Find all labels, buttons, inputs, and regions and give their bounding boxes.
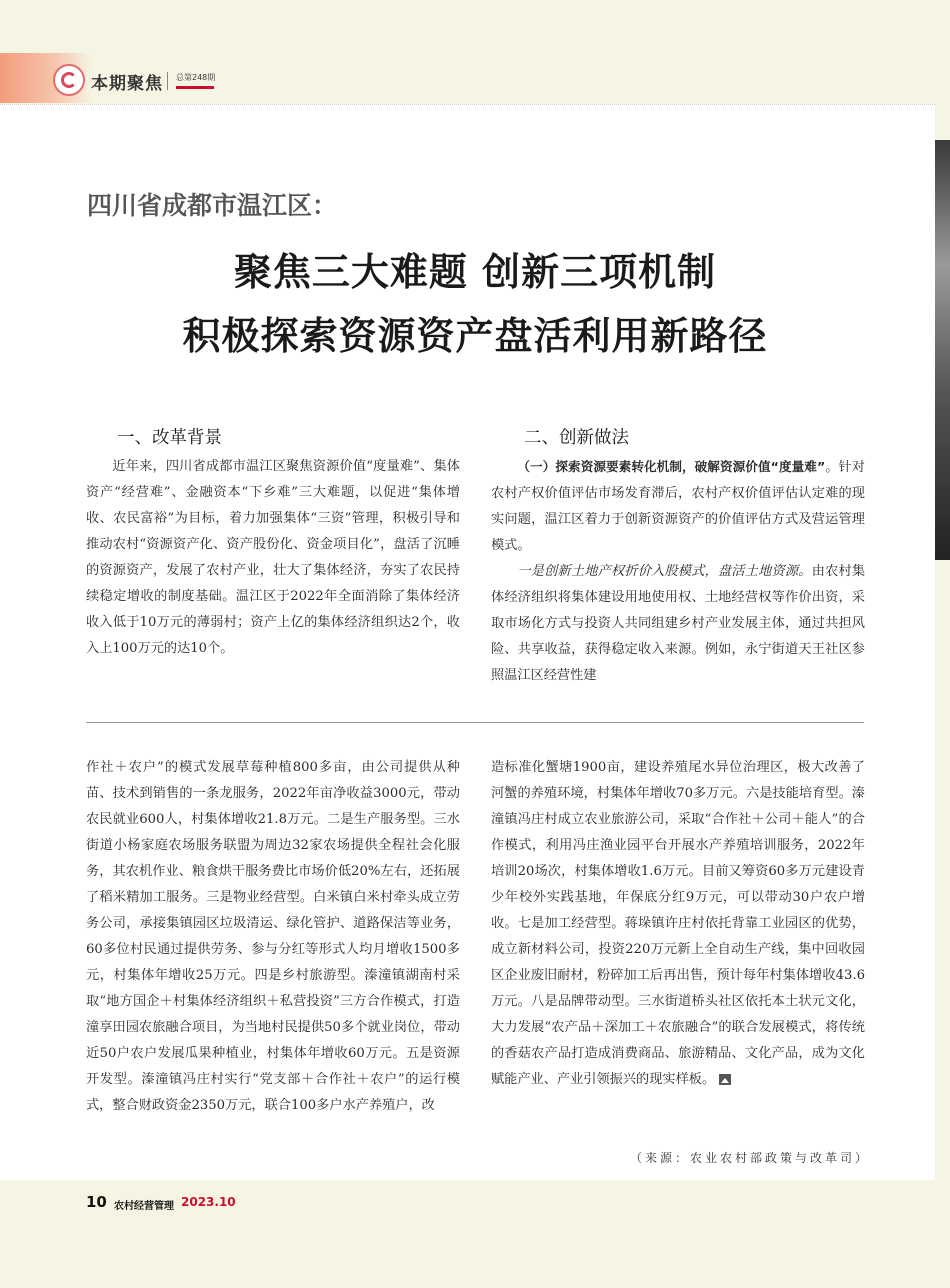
item-text: 由农村集体经济组织将集体建设用地使用权、土地经营权等作价出资，采取市场化方式与投资人共同组建乡村产业发展主体，通过共担风险、共享收益，获得稳定收入来源。例如，永宁街道天王社区参照温江区经营性建 <box>491 564 866 683</box>
magazine-logo-icon <box>53 64 85 96</box>
item-lead: 一是创新土地产权折价入股模式，盘活土地资源。 <box>517 564 812 579</box>
section1-paragraph: 近年来，四川省成都市温江区聚焦资源价值“度量难”、集体资产“经营难”、金融资本“下乡难”三大难题，以促进“集体增收、农民富裕”为目标，着力加强集体“三资”管理，积极引导和推动农村“资源资产化、资产股份化、资金项目化”，盘活了沉睡的资源资产，发展了农村产业，壮大了集体经济，夯实了农民持续稳定增收的制度基础。温江区于2022年全面消除了集体经济收入低于10万元的薄弱村；资产上亿的集体经济组织达2个，收入上100万元的达10个。 <box>86 459 460 656</box>
section2-subsection <box>491 454 865 559</box>
section2-heading: 二、创新做法 <box>524 428 629 448</box>
section1-body <box>86 454 460 662</box>
article-title-line2: 积极探索资源资产盘活利用新路径 <box>182 314 768 358</box>
subsection-text: 。针对农村产权价值评估市场发育滞后，农村产权价值评估认定难的现实问题，温江区着力于创新资源资产的价值评估方式及营运管理模式。 <box>491 460 865 553</box>
section2-item <box>491 559 865 689</box>
source-credit: （来源：农业农村部政策与改革司） <box>630 1151 871 1165</box>
article-end-icon <box>719 1074 731 1085</box>
footer-page-number: 10 <box>86 1193 107 1211</box>
issue-accent-bar <box>176 86 214 89</box>
subsection-heading: （一）探索资源要素转化机制，破解资源价值“度量难” <box>517 459 826 474</box>
issue-label: 总第248期 <box>176 73 216 82</box>
section1-heading: 一、改革背景 <box>117 428 222 448</box>
lower-left-column <box>86 755 460 1119</box>
header-divider <box>167 72 168 90</box>
lower-right-paragraph <box>491 755 865 1093</box>
section-divider <box>86 722 864 723</box>
article-title-line1: 聚焦三大难题 创新三项机制 <box>233 250 717 294</box>
lower-right-text: 造标准化蟹塘1900亩，建设养殖尾水异位治理区，极大改善了河蟹的养殖环境，村集体年增收70多万元。六是技能培育型。溱潼镇冯庄村成立农业旅游公司，采取“合作社＋公司＋能人”的合作模式，利用冯庄渔业园平台开展水产养殖培训服务，2022年培训20场次，村集体增收1.6万元。目前又筹资60多万元建设青少年校外实践基地，年保底分红9万元，可以带动30户农户增收。七是加工经营型。蒋垛镇许庄村依托背靠工业园区的优势，成立新材料公司，投资220万元新上全自动生产线，集中回收园区企业废旧耐材，粉碎加工后再出售，预计每年村集体增收43.6万元。八是品牌带动型。三水街道桥头社区依托本土状元文化，大力发展“农产品＋深加工＋农旅融合”的联合发展模式，将传统的香菇农产品打造成消费商品、旅游精品、文化产品，成为文化赋能产业、产业引领振兴的现实样板。 <box>491 760 865 1087</box>
lower-right-column <box>491 755 865 1093</box>
footer-date: 2023.10 <box>181 1195 236 1209</box>
section2-body <box>491 454 865 689</box>
dotted-rule <box>0 104 935 105</box>
lower-left-text: 作社＋农户”的模式发展草莓种植800多亩，由公司提供从种苗、技术到销售的一条龙服务，2022年亩净收益3000元，带动农民就业600人，村集体增收21.8万元。二是生产服务型。三水街道小杨家庭农场服务联盟为周边32家农场提供全程社会化服务，其农机作业、粮食烘干服务费比市场价低20%左右，还拓展了稻米精加工服务。三是物业经营型。白米镇白米村牵头成立劳务公司，承接集镇园区垃圾清运、绿化管护、道路保洁等业务，60多位村民通过提供劳务、参与分红等形式人均月增收1500多元，村集体年增收25万元。四是乡村旅游型。溱潼镇湖南村采取“地方国企＋村集体经济组织＋私营投资”三方合作模式，打造潼享田园农旅融合项目，为当地村民提供50多个就业岗位，带动近50户农户发展瓜果种植业，村集体年增收60万元。五是资源开发型。溱潼镇冯庄村实行“党支部＋合作社＋农户”的运行模式，整合财政资金2350万元，联合100多户水产养殖户，改 <box>86 760 460 1113</box>
article-kicker: 四川省成都市温江区： <box>87 191 338 220</box>
footer-magazine-name: 农村经营管理 <box>114 1201 174 1212</box>
section-name: 本期聚焦 <box>91 74 163 94</box>
